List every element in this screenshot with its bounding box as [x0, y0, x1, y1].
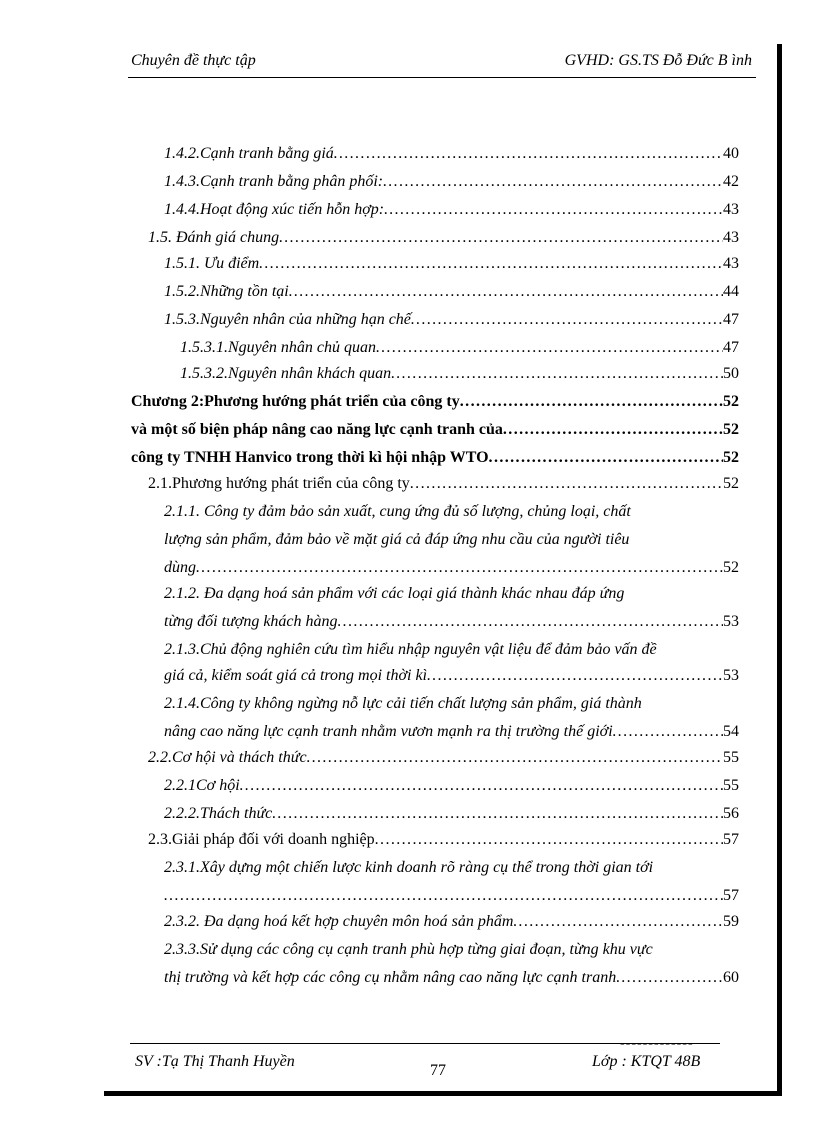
header-rule [128, 77, 756, 78]
toc-leader [410, 473, 723, 495]
toc-entry[interactable] [164, 557, 739, 579]
toc-entry-text: 2.2.Cơ hội và thách thức [148, 749, 307, 766]
toc-leader [411, 309, 723, 331]
toc-entry-page: 53 [723, 667, 739, 684]
toc-entry[interactable] [180, 337, 739, 359]
toc-entry[interactable] [148, 829, 739, 851]
toc-entry-text: 1.5.2.Những tồn tại [164, 283, 289, 300]
toc-entry-text: và một số biện pháp nâng cao năng lực cạnh tranh của [131, 421, 503, 438]
toc-entry[interactable] [164, 803, 739, 825]
toc-leader [383, 171, 723, 193]
toc-entry-page: 55 [723, 749, 739, 766]
toc-leader [196, 557, 723, 579]
toc-entry-page: 53 [723, 613, 739, 630]
toc-entry-text: 1.4.2.Cạnh tranh bằng giá [164, 145, 334, 162]
toc-entry-page: 52 [723, 475, 739, 492]
toc-entry[interactable] [164, 171, 739, 193]
toc-entry[interactable] [164, 721, 739, 743]
toc-leader [334, 143, 723, 165]
toc-entry-page: 43 [723, 255, 739, 272]
toc-entry-line: 2.3.1.Xây dựng một chiến lược kinh doanh rõ ràng cụ thể trong thời gian tới [164, 859, 654, 876]
toc-entry-text: 1.5.3.Nguyên nhân của những hạn chế [164, 311, 411, 328]
header-right: GVHD: GS.TS Đỗ Đức B ình [564, 52, 752, 69]
toc-entry-page: 57 [723, 887, 739, 904]
toc-entry[interactable] [164, 665, 739, 687]
toc-entry-text: 1.4.4.Hoạt động xúc tiến hỗn hợp: [164, 201, 385, 218]
toc-entry-page: 56 [723, 805, 739, 822]
toc-entry[interactable] [164, 309, 739, 331]
toc-entry-page: 54 [723, 723, 739, 740]
toc-entry[interactable] [164, 775, 739, 797]
toc-leader [338, 611, 723, 633]
toc-entry-text: 1.5.3.2.Nguyên nhân khách quan [180, 365, 392, 382]
toc-leader [391, 363, 723, 385]
toc-leader [513, 911, 723, 933]
toc-entry-text: Chương 2:Phương hướng phát triển của công ty [131, 393, 460, 410]
toc-entry-page: 59 [723, 913, 739, 930]
toc-leader [384, 199, 723, 221]
toc-entry-text: công ty TNHH Hanvico trong thời kì hội nhập WTO [131, 449, 489, 466]
toc-entry[interactable] [164, 967, 739, 989]
toc-entry-text: 1.4.3.Cạnh tranh bằng phân phối: [164, 173, 384, 190]
toc-entry-page: 60 [723, 969, 739, 986]
toc-entry-text: 2.3.2. Đa dạng hoá kết hợp chuyên môn hoá sản phẩm [164, 913, 514, 930]
toc-entry-page: 50 [723, 365, 739, 382]
toc-entry-text: 2.2.2.Thách thức [164, 805, 273, 822]
toc-entry[interactable] [164, 885, 739, 907]
toc-entry-text: 1.5.1. Ưu điểm [164, 255, 260, 272]
toc-entry[interactable] [164, 199, 739, 221]
toc-leader [259, 253, 723, 275]
footer-dash-rule: ------------- [620, 1036, 694, 1051]
toc-entry-line: 2.3.3.Sử dụng các công cụ cạnh tranh phù hợp từng giai đoạn, từng khu vực [164, 941, 653, 958]
toc-entry-page: 43 [723, 201, 739, 218]
toc-leader [616, 967, 723, 989]
toc-leader [427, 665, 723, 687]
toc-entry-line: 2.1.3.Chủ động nghiên cứu tìm hiểu nhập nguyên vật liệu để đảm bảo vấn đề [164, 641, 657, 658]
toc-entry-text: 2.1.Phương hướng phát triển của công ty [148, 475, 410, 492]
toc-entry-page: 52 [723, 449, 739, 466]
toc-entry-page: 57 [723, 831, 739, 848]
footer-student: SV :Tạ Thị Thanh Huyền [135, 1053, 295, 1070]
toc-entry-text: thị trường và kết hợp các công cụ nhằm nâng cao năng lực cạnh tranh [164, 969, 617, 986]
toc-entry-page: 47 [723, 339, 739, 356]
header-left: Chuyên đề thực tập [131, 52, 256, 69]
toc-entry-page: 42 [723, 173, 739, 190]
toc-leader [164, 885, 723, 907]
footer-rule [130, 1043, 720, 1044]
toc-entry-line: 2.1.1. Công ty đảm bảo sản xuất, cung ứng đủ số lượng, chủng loại, chất [164, 503, 631, 520]
toc-entry[interactable] [180, 363, 739, 385]
page-shadow-bottom [104, 1091, 782, 1096]
toc-entry-page: 43 [723, 229, 739, 246]
toc-leader [375, 829, 723, 851]
toc-leader [376, 337, 723, 359]
toc-entry-page: 40 [723, 145, 739, 162]
toc-entry[interactable] [164, 143, 739, 165]
toc-entry-text: 2.2.1Cơ hội [164, 777, 240, 794]
toc-chapter-entry[interactable] [131, 419, 739, 441]
toc-leader [272, 803, 723, 825]
toc-leader [289, 281, 723, 303]
footer-class: Lớp : KTQT 48B [592, 1053, 701, 1070]
toc-leader [489, 447, 723, 469]
toc-entry-text: 2.3.Giải pháp đối với doanh nghiệp [148, 831, 375, 848]
toc-leader [279, 227, 723, 249]
toc-entry-page: 52 [723, 421, 739, 438]
toc-leader [613, 721, 723, 743]
footer-page-number: 77 [430, 1062, 446, 1079]
toc-entry-line: lượng sản phẩm, đảm bảo về mặt giá cả đáp ứng nhu cầu của người tiêu [164, 531, 630, 548]
toc-chapter-entry[interactable] [131, 447, 739, 469]
toc-entry[interactable] [164, 611, 739, 633]
toc-leader [503, 419, 723, 441]
toc-entry-page: 44 [723, 283, 739, 300]
toc-entry-text: 1.5. Đánh giá chung [148, 229, 280, 246]
page-shadow-right [777, 44, 782, 1096]
toc-entry-page: 52 [723, 393, 739, 410]
toc-entry-text: từng đối tượng khách hàng [164, 613, 338, 630]
toc-entry[interactable] [164, 281, 739, 303]
toc-entry-page: 52 [723, 559, 739, 576]
toc-entry[interactable] [148, 747, 739, 769]
toc-entry-page: 55 [723, 777, 739, 794]
toc-chapter-entry[interactable] [131, 391, 739, 413]
toc-entry-text: giá cả, kiểm soát giá cả trong mọi thời kì [164, 667, 428, 684]
toc-entry-text: dùng [164, 559, 196, 576]
toc-entry-line: 2.1.4.Công ty không ngừng nỗ lực cải tiến chất lượng sản phẩm, giá thành [164, 695, 642, 712]
toc-entry-line: 2.1.2. Đa dạng hoá sản phẩm với các loại giá thành khác nhau đáp ứng [164, 585, 625, 602]
toc-entry-text: nâng cao năng lực cạnh tranh nhằm vươn mạnh ra thị trường thế giới [164, 723, 613, 740]
toc-entry[interactable] [148, 227, 739, 249]
toc-leader [460, 391, 723, 413]
toc-entry-text: 1.5.3.1.Nguyên nhân chủ quan [180, 339, 376, 356]
toc-entry[interactable] [164, 911, 739, 933]
toc-entry-page: 47 [723, 311, 739, 328]
toc-leader [240, 775, 723, 797]
toc-entry[interactable] [164, 253, 739, 275]
toc-leader [307, 747, 723, 769]
toc-entry[interactable] [148, 473, 739, 495]
